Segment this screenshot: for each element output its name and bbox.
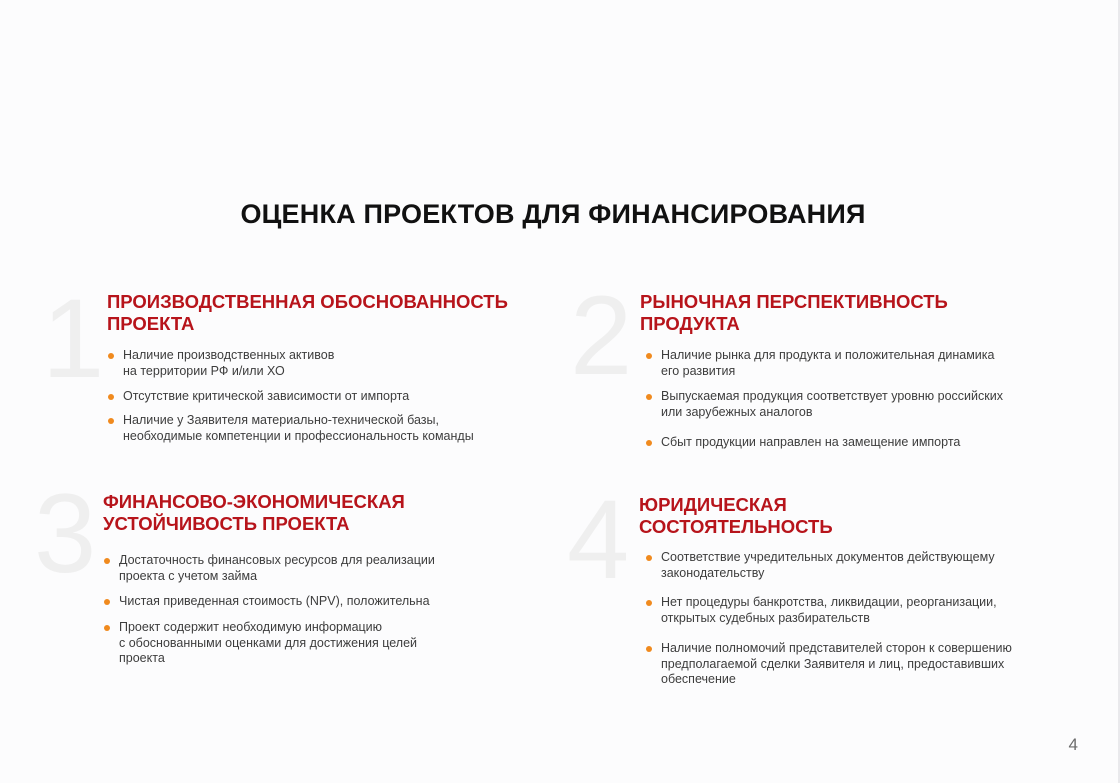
slide-title: ОЦЕНКА ПРОЕКТОВ ДЛЯ ФИНАНСИРОВАНИЯ	[240, 199, 866, 229]
block-heading-1	[107, 291, 508, 335]
bullet-item	[646, 435, 960, 451]
bullet-item	[108, 389, 409, 405]
bullet-dot-icon	[104, 599, 110, 605]
bullet-line: проекта	[119, 651, 165, 665]
bullet-item	[646, 595, 997, 626]
bullet-item	[646, 389, 1003, 420]
block-number-2: 2	[570, 273, 633, 398]
block-heading-line: ПРОДУКТА	[640, 313, 740, 334]
bullet-line: Нет процедуры банкротства, ликвидации, реорганизации,	[661, 595, 997, 609]
bullet-line: Проект содержит необходимую информацию	[119, 620, 383, 634]
block-heading-2	[640, 291, 948, 335]
bullet-dot-icon	[646, 394, 652, 400]
bullet-line: открытых судебных разбирательств	[661, 610, 870, 625]
bullet-line: предполагаемой сделки Заявителя и лиц, предоставивших	[661, 656, 1005, 671]
page-number: 4	[1068, 735, 1078, 754]
bullet-item	[646, 550, 995, 581]
bullet-line: обеспечение	[661, 672, 736, 686]
bullet-line: Достаточность финансовых ресурсов для реализации	[119, 553, 435, 567]
bullet-line: Наличие рынка для продукта и положительная динамика	[661, 348, 995, 362]
block-heading-line: УСТОЙЧИВОСТЬ ПРОЕКТА	[103, 513, 350, 534]
bullet-line: Сбыт продукции направлен на замещение импорта	[661, 435, 961, 449]
bullet-dot-icon	[104, 625, 110, 631]
bullet-item	[104, 594, 430, 610]
bullet-line: Соответствие учредительных документов действующему	[661, 550, 995, 564]
bullet-item	[104, 553, 435, 584]
bullet-dot-icon	[646, 600, 652, 606]
block-heading-line: ЮРИДИЧЕСКАЯ	[639, 494, 787, 515]
bullet-line: Чистая приведенная стоимость (NPV), положительна	[119, 594, 430, 608]
block-heading-4	[639, 494, 833, 538]
bullet-dot-icon	[646, 555, 652, 561]
bullet-line: законодательству	[661, 565, 765, 580]
block-number-3: 3	[34, 471, 97, 596]
block-heading-line: РЫНОЧНАЯ ПЕРСПЕКТИВНОСТЬ	[640, 291, 948, 312]
bullet-dot-icon	[108, 418, 114, 424]
bullet-line: на территории РФ и/или ХО	[123, 363, 285, 378]
bullet-line: необходимые компетенции и профессиональность команды	[123, 428, 474, 443]
bullet-line: Отсутствие критической зависимости от импорта	[123, 389, 410, 403]
block-heading-line: СОСТОЯТЕЛЬНОСТЬ	[639, 516, 833, 537]
bullet-line: его развития	[661, 363, 736, 378]
bullet-dot-icon	[646, 440, 652, 446]
bullet-line: Выпускаемая продукция соответствует уровню российских	[661, 389, 1003, 403]
bullet-line: с обоснованными оценками для достижения целей	[119, 635, 418, 650]
bullet-item	[646, 641, 1012, 688]
bullet-dot-icon	[646, 646, 652, 652]
bullet-line: Наличие производственных активов	[123, 348, 335, 362]
bullet-dot-icon	[108, 353, 114, 359]
bullet-item	[646, 348, 995, 379]
block-heading-line: ПРОИЗВОДСТВЕННАЯ ОБОСНОВАННОСТЬ	[107, 291, 508, 312]
block-heading-line: ФИНАНСОВО-ЭКОНОМИЧЕСКАЯ	[103, 491, 405, 512]
block-number-4: 4	[567, 477, 630, 602]
block-heading-3	[103, 491, 405, 535]
bullet-item	[108, 348, 334, 379]
bullet-dot-icon	[104, 558, 110, 564]
block-heading-line: ПРОЕКТА	[107, 313, 195, 334]
bullet-dot-icon	[108, 394, 114, 400]
bullet-line: Наличие у Заявителя материально-технической базы,	[123, 413, 439, 427]
bullet-dot-icon	[646, 353, 652, 359]
bullet-line: проекта с учетом займа	[119, 568, 258, 583]
bullet-line: Наличие полномочий представителей сторон к совершению	[661, 641, 1012, 655]
bullet-item	[104, 620, 417, 667]
bullet-line: или зарубежных аналогов	[661, 404, 813, 419]
bullet-item	[108, 413, 474, 444]
block-number-1: 1	[42, 276, 105, 401]
